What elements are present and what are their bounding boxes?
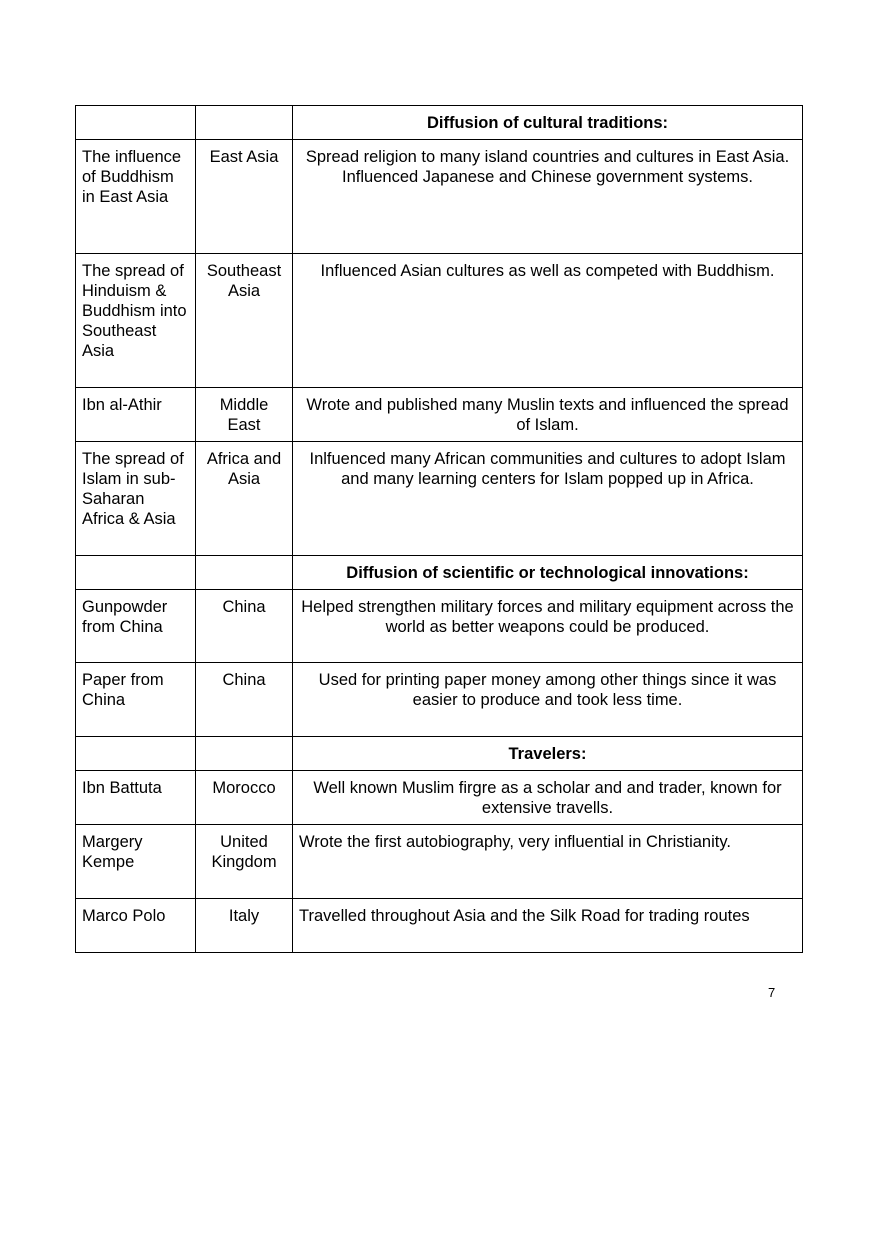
- section-header-row: [76, 737, 803, 771]
- description-cell: Spread religion to many island countries and cultures in East Asia. Influenced Japanese and Chinese government systems.: [293, 140, 803, 254]
- table-row: [76, 771, 803, 825]
- topic-cell: Marco Polo: [76, 899, 196, 953]
- location-cell: East Asia: [196, 140, 293, 254]
- table-row: [76, 663, 803, 737]
- description-cell: Influenced Asian cultures as well as competed with Buddhism.: [293, 254, 803, 388]
- location-cell: Africa and Asia: [196, 442, 293, 556]
- topic-cell: Ibn Battuta: [76, 771, 196, 825]
- topic-cell: The influence of Buddhism in East Asia: [76, 140, 196, 254]
- description-cell: Used for printing paper money among other things since it was easier to produce and took less time.: [293, 663, 803, 737]
- description-cell: Inlfuenced many African communities and cultures to adopt Islam and many learning centers for Islam popped up in Africa.: [293, 442, 803, 556]
- table-row: [76, 590, 803, 663]
- location-cell: China: [196, 590, 293, 663]
- location-cell: United Kingdom: [196, 825, 293, 899]
- table-row: [76, 442, 803, 556]
- description-cell: Helped strengthen military forces and military equipment across the world as better weapons could be produced.: [293, 590, 803, 663]
- table-row: [76, 899, 803, 953]
- section-header-scientific: Diffusion of scientific or technological innovations:: [293, 556, 803, 590]
- location-cell: Italy: [196, 899, 293, 953]
- location-cell: China: [196, 663, 293, 737]
- section-header-row: [76, 106, 803, 140]
- empty-cell: [76, 737, 196, 771]
- topic-cell: Gunpowder from China: [76, 590, 196, 663]
- description-cell: Travelled throughout Asia and the Silk Road for trading routes: [293, 899, 803, 953]
- description-cell: Well known Muslim firgre as a scholar and and trader, known for extensive travells.: [293, 771, 803, 825]
- empty-cell: [196, 556, 293, 590]
- topic-cell: The spread of Islam in sub-Saharan Africa & Asia: [76, 442, 196, 556]
- description-cell: Wrote the first autobiography, very influential in Christianity.: [293, 825, 803, 899]
- section-header-cultural: Diffusion of cultural traditions:: [293, 106, 803, 140]
- table-row: [76, 388, 803, 442]
- empty-cell: [76, 106, 196, 140]
- table-row: [76, 254, 803, 388]
- description-cell: Wrote and published many Muslin texts and influenced the spread of Islam.: [293, 388, 803, 442]
- topic-cell: Ibn al-Athir: [76, 388, 196, 442]
- section-header-travelers: Travelers:: [293, 737, 803, 771]
- empty-cell: [76, 556, 196, 590]
- section-header-row: [76, 556, 803, 590]
- empty-cell: [196, 737, 293, 771]
- topic-cell: Margery Kempe: [76, 825, 196, 899]
- topic-cell: The spread of Hinduism & Buddhism into Southeast Asia: [76, 254, 196, 388]
- location-cell: Southeast Asia: [196, 254, 293, 388]
- empty-cell: [196, 106, 293, 140]
- diffusion-table: [75, 105, 803, 953]
- table-row: [76, 825, 803, 899]
- location-cell: Middle East: [196, 388, 293, 442]
- topic-cell: Paper from China: [76, 663, 196, 737]
- location-cell: Morocco: [196, 771, 293, 825]
- table-row: [76, 140, 803, 254]
- page-number: 7: [768, 985, 776, 1000]
